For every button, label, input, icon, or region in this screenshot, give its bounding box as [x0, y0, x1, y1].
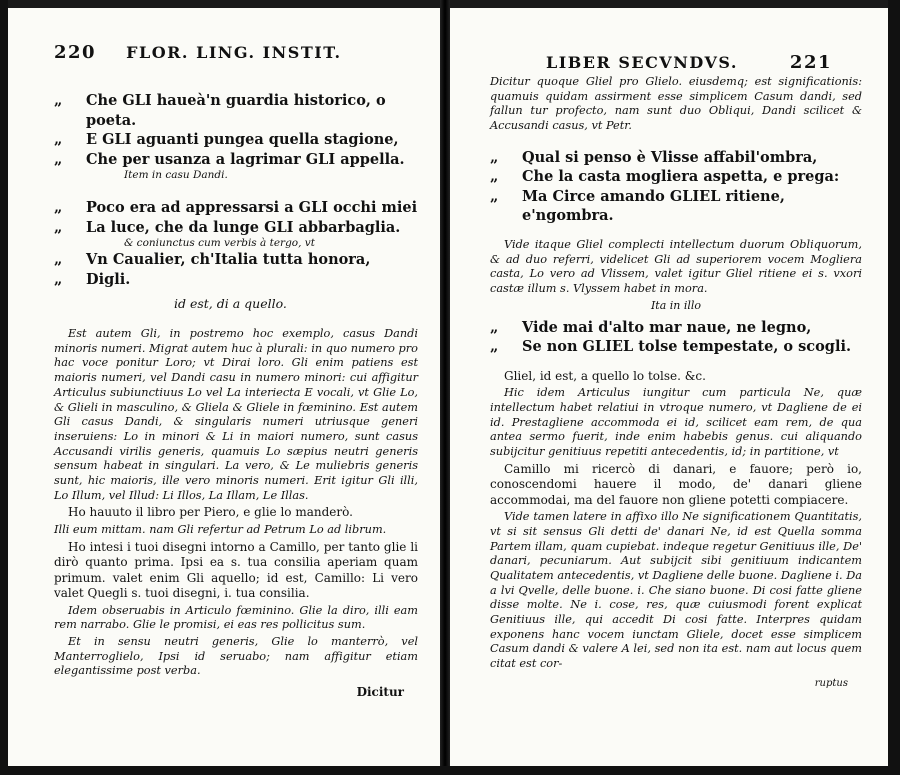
- paragraph: Idem obseruabis in Articulo fœminino. Glie la diro, illi eam rem narrabo. Glie le promisi, ei eas res pollicitus sum.: [54, 603, 418, 632]
- verse-line: „ E GLI aguanti pungea quella stagione,: [54, 131, 399, 148]
- paragraph: Et in sensu neutri generis, Glie lo manterrò, vel Manterroglielo, Ipsi id seruabo; nam affigitur etiam elegantissime post verba.: [54, 635, 418, 678]
- left-page: [8, 8, 440, 766]
- verse-note: & coniunctus cum verbis à tergo, vt: [124, 237, 315, 249]
- book-gutter: [440, 0, 450, 775]
- verse-line: „ Che per usanza a lagrimar GLI appella.: [54, 150, 405, 168]
- verse-line: „ Poco era ad appressarsi a GLI occhi miei: [54, 199, 418, 216]
- verse-block-1: [54, 91, 418, 169]
- paragraph: Dicitur quoque Gliel pro Glielo. eiusdemq; est significationis: quamuis quidam assirment esse simplicem Casum dandi, sed fallun tur profecto, nam sunt duo Obliqui, Dandi scilicet & Accusandi casus, vt Petr.: [490, 75, 862, 133]
- verse-line: „ Se non GLIEL tolse tempestate, o scogli.: [490, 338, 852, 356]
- paragraph: Ho intesi i tuoi disegni intorno a Camillo, per tanto glie li dirò quanto prima. Ipsi ea s. tua consilia aperiam quam primum. valet enim Gli aquello; id est, Camillo: Li vero valet Quegli s. tuoi disegni, i. tua consilia.: [54, 539, 418, 601]
- left-page-header: [54, 42, 418, 63]
- paragraph: Vide itaque Gliel complecti intellectum duorum Obliquorum, & ad duo referri, videlicet Gli ad superiorem vocem Mogliera casta, Lo vero ad Vlissem, valet igitur Gliel ritiene ei s. vxori castæ illum s. Vlyssem habet in mora.: [490, 237, 862, 295]
- right-running-title: LIBER SECVNDVS.: [546, 53, 738, 72]
- verse-line: „ Digli.: [54, 270, 131, 288]
- verse-gloss: id est, di a quello.: [174, 296, 287, 311]
- left-page-number: 220: [54, 42, 97, 63]
- left-running-title: FLOR. LING. INSTIT.: [126, 43, 342, 62]
- verse-line: „ Qual si penso è Vlisse affabil'ombra,: [490, 148, 818, 166]
- verse-block-5: [490, 318, 862, 357]
- verse-line: „ Vide mai d'alto mar naue, ne legno,: [490, 318, 812, 336]
- right-page: [450, 8, 888, 766]
- catchword: Dicitur: [356, 685, 404, 700]
- right-page-header: [490, 52, 862, 73]
- verse-block-4: [490, 148, 862, 226]
- paragraph: Ho hauuto il libro per Piero, e glie lo manderò.: [68, 505, 353, 520]
- right-dark-edge: [888, 0, 900, 775]
- right-page-number: 221: [789, 52, 832, 73]
- paragraph: Illi eum mittam. nam Gli refertur ad Petrum Lo ad librum.: [54, 522, 387, 536]
- catchword: ruptus: [814, 677, 848, 689]
- verse-line: „ Vn Caualier, ch'Italia tutta honora,: [54, 251, 371, 268]
- paragraph: Gliel, id est, a quello lo tolse. &c.: [504, 368, 706, 383]
- paragraph: Camillo mi ricercò di danari, e fauore; però io, conoscendomi hauere il modo, de' danari gliene accommodai, ma del fauore non gliene potetti compiacere.: [490, 461, 862, 507]
- verse-block-2: [54, 198, 418, 237]
- verse-note: Ita in illo: [650, 298, 702, 312]
- paragraph: Hic idem Articulus iungitur cum particula Ne, quæ intellectum habet relatiui in vtroque numero, vt Dagliene de ei id. Prestagliene accommoda ei id, scilicet eam rem, de qua antea sermo fuerit, inde enim habebis genus. cui aliquando subijcitur genitiuus repetiti antecedentis, id; in partitione, vt: [490, 386, 862, 458]
- verse-block-3: [54, 250, 418, 289]
- verse-line: „ Che GLI haueà'n guardia historico, o poeta.: [54, 92, 386, 129]
- left-dark-edge: [0, 0, 8, 775]
- verse-note: Item in casu Dandi.: [124, 169, 228, 181]
- verse-line: „ Che la casta mogliera aspetta, e prega:: [490, 168, 840, 186]
- bottom-dark-edge: [0, 766, 900, 775]
- verse-line: „ La luce, che da lunge GLI abbarbaglia.: [54, 218, 401, 236]
- paragraph: Est autem Gli, in postremo hoc exemplo, casus Dandi minoris numeri. Migrat autem huc à plurali: in quo numero pro hac voce ponitur Loro; vt Dirai loro. Gli enim patiens est maioris numeri, vel Dandi casu in numero minori: cui affigitur Articulus subiunctiuus Lo vel La interiecta E vocali, vt Glie Lo, & Glieli in masculino, & Gliela & Gliele in fœminino. Est autem Gli casus Dandi, & singularis numeri utriusque generi inseruiens: Lo in minori & Li in maiori numero, sunt casus Accusandi virilis generis, quamuis Lo sæpius neutri generis sensum habeat in singulari. La vero, & Le muliebris generis sunt, hic maioris, ille vero minoris numeri. Erit igitur Gli illi, Lo Illum, vel Illud: Li Illos, La Illam, Le Illas.: [54, 327, 418, 502]
- verse-line: „ Ma Circe amando GLIEL ritiene, e'ngombra.: [490, 187, 785, 225]
- paragraph: Vide tamen latere in affixo illo Ne significationem Quantitatis, vt si sit sensus Gli detti de' danari Ne, id est Quella somma Partem illam, quam cupiebat. indeque regetur Genitiuus ille, De' danari, pecuniarum. Aut subijcit sibi genitiuum indicantem Qualitatem antecedentis, vt Dagliene delle buone. Dagliene i. Da a lvi Qvelle, delle buone. i. Che siano buone. Di cosi fatte gliene disse molte. Ne i. cose, res, quæ cuiusmodi forent explicat Genitiuus ille, qui accedit Di cosi fatte. Interpres quidam exponens hanc vocem iunctam Gliele, docet esse simplicem Casum dandi & valere A lei, sed non ita est. nam aut locus quem citat est cor-: [490, 510, 862, 671]
